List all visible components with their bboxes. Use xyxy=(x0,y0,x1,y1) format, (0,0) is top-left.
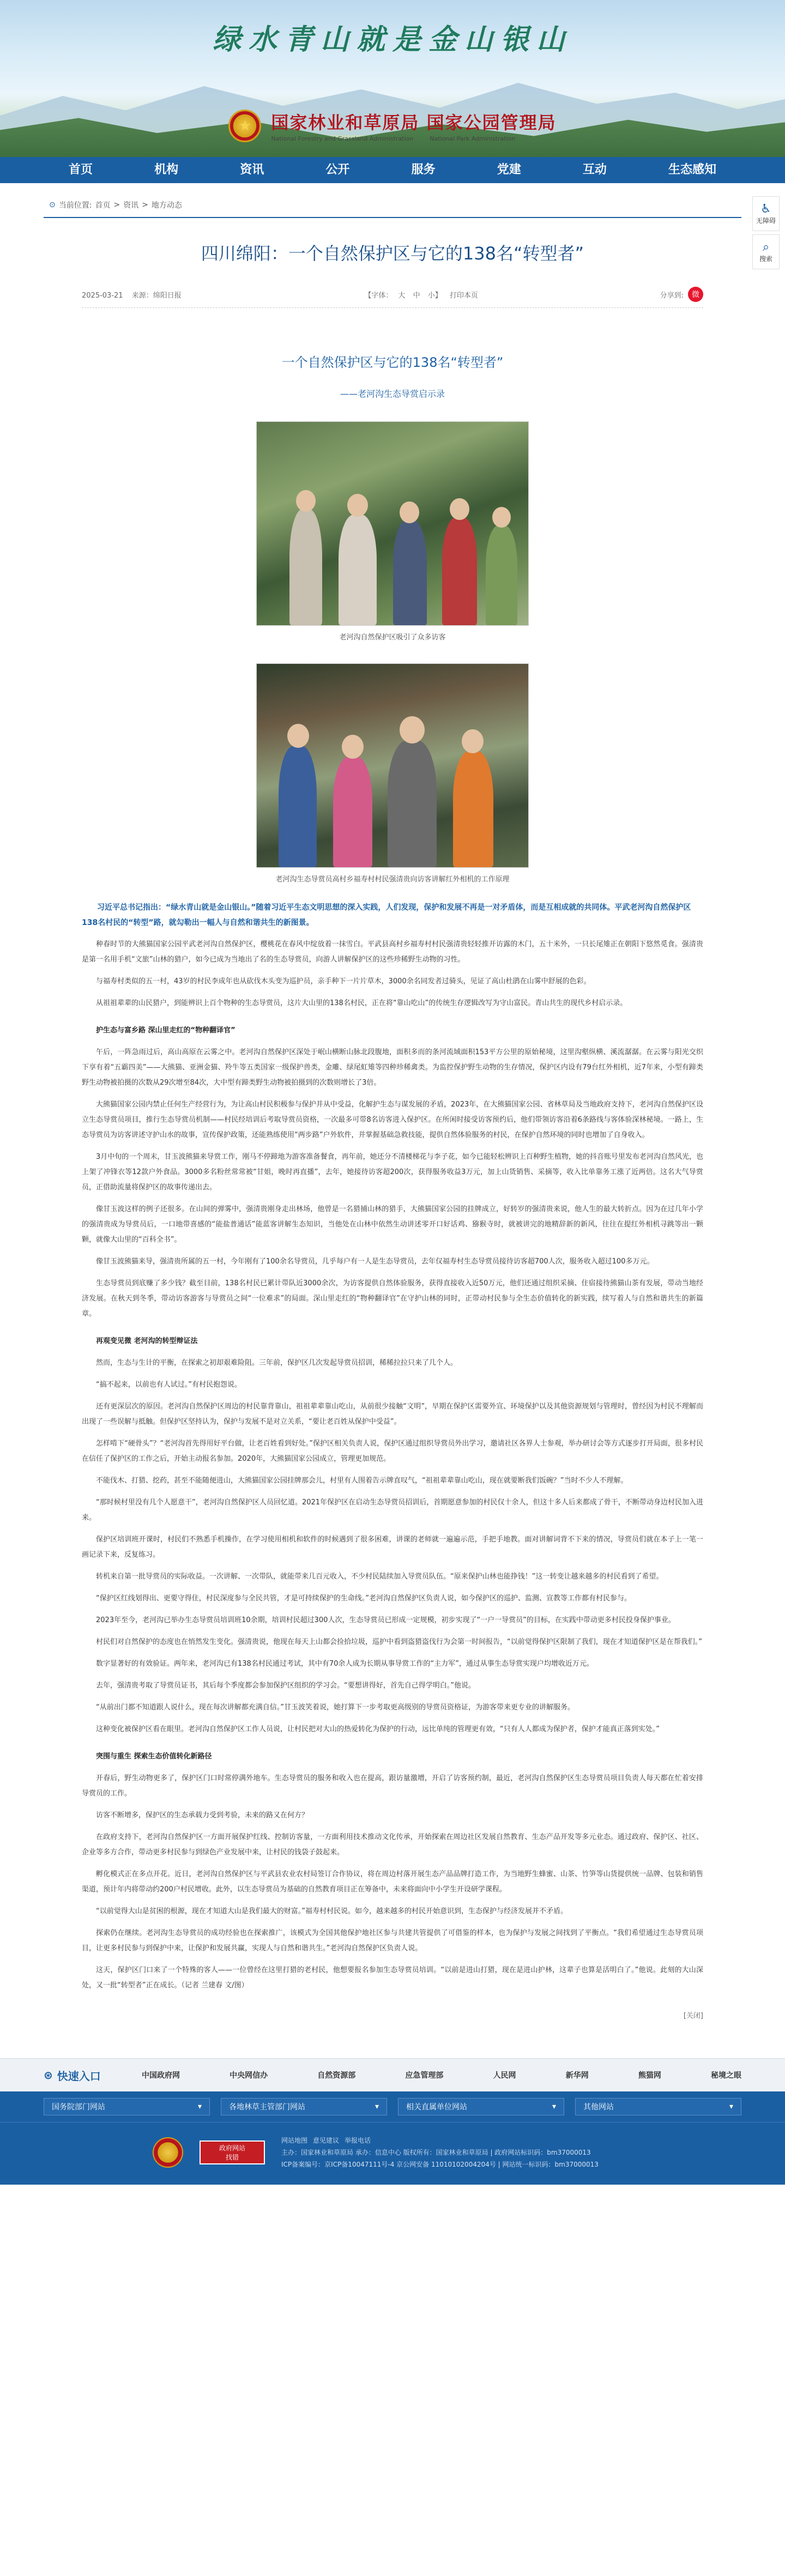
article-paragraph: “搞不起来，以前也有人试过。”有村民抱怨说。 xyxy=(96,1381,241,1389)
search-icon: ⌕ xyxy=(762,240,770,254)
photo-figure xyxy=(453,751,493,868)
article-paragraph: “那时候村里没有几个人愿意干”，老河沟自然保护区人员回忆道。2021年保护区在启动生态导赏员招训后，首期愿意参加的村民仅十余人，但这十多人后来都成了骨干，不断带动身边村民加入进来。 xyxy=(82,1498,703,1522)
site-dropdown[interactable] xyxy=(44,2098,210,2115)
breadcrumb-separator: > xyxy=(142,201,148,209)
site-dropdown[interactable] xyxy=(221,2098,387,2115)
quick-link-item[interactable]: 中央网信办 xyxy=(230,2071,268,2080)
quick-link-item[interactable]: 应急管理部 xyxy=(405,2071,444,2080)
section-heading: 护生态与富乡路 深山里走红的“物种翻译官” xyxy=(96,1026,235,1035)
site-dropdown-label: 国务院部门网站 xyxy=(52,2103,105,2112)
footer-inner xyxy=(44,2123,741,2185)
share-label: 分享到: xyxy=(660,291,684,300)
article-byline: ——老河沟生态导赏启示录 xyxy=(340,389,445,399)
chevron-down-icon: ▾ xyxy=(197,2102,202,2111)
org-name-en-1: National Forestry and Grassland Administration xyxy=(271,135,414,142)
photo-visitors xyxy=(256,421,529,626)
article-paragraph: 数字显著好的有效验证。两年来，老河沟已有138名村民通过考试，其中有70余人成为长期从事导赏工作的“主力军”，通过从事生态导赏实现户均增收近万元。 xyxy=(96,1660,594,1668)
font-size-controls xyxy=(364,289,484,300)
photo-figure-head xyxy=(347,494,368,517)
gov-badge-line1: 政府网站 xyxy=(219,2144,245,2152)
quick-link-item[interactable]: 中国政府网 xyxy=(142,2071,180,2080)
article-paragraph: 像甘玉波这样的例子还很多。在山间的弹雾中，强清贵刚身走出林场，他曾是一名猎捕山林的猎手，大熊猫国家公园的挂牌成立，好转岁的强清贵来说，他人生的最大转折点。因为在过几年小学的强清贵成为导赏员后，一口地带喜感的“能盐普通话”能蓝客讲解生态知识，当他处在山林中依然生动讲述零开口好话鸡、猕猴寺时，就被讲完的地精辞新的新风，往往在提红外相机寻跳等出一颗颗，就像大山里的“百科全书”。 xyxy=(82,1205,703,1244)
footer-line1: 主办：国家林业和草原局 承办：信息中心 版权所有：国家林业和草原局 | 政府网站标识码：bm37000013 xyxy=(281,2149,591,2156)
national-emblem-icon: ★ xyxy=(228,110,261,142)
site-dropdowns-inner xyxy=(44,2091,741,2122)
article-source: 来源：绵阳日报 xyxy=(131,291,182,300)
header-banner xyxy=(0,0,785,157)
org-name-cn: 国家林业和草原局 国家公园管理局 xyxy=(271,112,557,133)
article-paragraph: 不能伐木、打猎、挖药，甚至不能随便进山，大熊猫国家公园挂牌那会儿，村里有人围着告示牌直叹气，“祖祖辈辈靠山吃山，现在就要断我们饭碗？”当时不少人不理解。 xyxy=(96,1477,628,1485)
article-paragraph: 大熊猫国家公园内禁止任何生产经营行为，为让高山村民积极参与保护并从中受益，化解护生态与谋发展的矛盾，2023年，在大熊猫国家公园、省林草局及当地政府支持下，老河沟自然保护区设立生态导赏员项目，推行生态导赏员机制——村民经培训后考取导赏员资格，一次最多可带8名访客进入保护区。在所闲时接受访客预约后，他们带领访客沿着6条路线与客体验深林秘境。一路上，生态导赏员为访客讲述守护山水的故事，宣传保护政策，还能熟练使用“两步路”户外软件，并掌握基础急救技能，提供自然体验服务的村民，在保护自然环境的同时也增加了自身收入。 xyxy=(82,1100,703,1139)
photo-caption-1: 老河沟自然保护区吸引了众多访客 xyxy=(339,633,446,642)
location-pin-icon: ⊙ xyxy=(49,201,56,209)
article-paragraph: 怎样啃下“硬骨头”？“老河沟首先得用好平台做，让老百姓看到好处。”保护区相关负责人说，保护区通过组织导赏员外出学习，邀请社区各界人士参观，举办研讨会等方式逐步打开局面，很多村民在信任了保护区的工作之后，开始主动报名参加。2020年，大熊猫国家公园成立，管理更加规范。 xyxy=(82,1440,703,1463)
nav-item-1[interactable]: 机构 xyxy=(154,163,179,177)
photo-figure-head xyxy=(462,729,484,753)
site-logo[interactable] xyxy=(0,109,785,142)
article-meta xyxy=(82,281,703,308)
article-paragraph: 与福寿村类似的五一村，43岁的村民李成年也从砍伐木头变为巡护员，亲手种下一片片草木，3000余名同发者过骑头，见证了高山杜鹃在山雾中舒展的色彩。 xyxy=(96,977,591,985)
quick-link-item[interactable]: 人民网 xyxy=(493,2071,516,2080)
article-title: 四川绵阳：一个自然保护区与它的138名“转型者” xyxy=(201,243,584,264)
gov-badge-line2: 找错 xyxy=(225,2154,239,2161)
photo-figure xyxy=(486,525,517,626)
breadcrumb-home[interactable]: 首页 xyxy=(95,201,111,210)
article-paragraph: 孵化模式正在多点开花。近日，老河沟自然保护区与平武县农业农村局签订合作协议，将在周边村落开展生态产品品牌打造工作，为当地野生蜂蜜、山茶、竹笋等山货提供统一品牌、包装和销售渠道，预计年内将带动约200户村民增收。此外，以生态导赏员为基础的自然教育项目正在筹备中，未来将面向中小学生开设研学课程。 xyxy=(82,1870,703,1894)
footer-link[interactable]: 举报电话 xyxy=(345,2137,371,2144)
banner-slogan: 绿水青山就是金山银山 xyxy=(212,23,572,56)
photo-figure-head xyxy=(296,490,316,512)
article-paragraph: “保护区红线划得出、更要守得住，村民深度参与全民共管，才是可持续保护的生命线。”老河沟自然保护区负责人说，如今保护区的巡护、监测、宣教等工作都有村民参与。 xyxy=(96,1594,631,1603)
font-size-large[interactable]: 大 xyxy=(398,291,406,300)
org-names xyxy=(271,109,556,142)
article-paragraph: 探索仍在继续。老河沟生态导赏员的成功经验也在探索推广，该模式为全国其他保护地社区参与共建共管提供了可借鉴的样本，也为保护与发展之间找到了平衡点。“我们希望通过生态导赏员项目，让更多村民参与到保护中来，让保护和发展共赢，实现人与自然和谐共生。”老河沟自然保护区负责人说。 xyxy=(82,1929,703,1952)
nav-item-2[interactable]: 资讯 xyxy=(240,163,264,177)
quick-link-item[interactable]: 自然资源部 xyxy=(317,2071,356,2080)
article-paragraph: 开春后，野生动物更多了，保护区门口时常停满外地车。生态导赏员的服务和收入也在提高，跟访量激增，开启了访客预约制，最近，老河沟自然保护区生态导赏员项目负责人每天都在忙着安排导赏员的工作。 xyxy=(82,1774,703,1798)
footer-text xyxy=(281,2134,599,2170)
search-label: 搜索 xyxy=(759,255,772,263)
article-subtitle: 一个自然保护区与它的138名“转型者” xyxy=(281,355,504,370)
nav-item-3[interactable]: 公开 xyxy=(325,163,350,177)
chevron-down-icon: ▾ xyxy=(375,2102,379,2111)
quick-link-item[interactable]: 熊猫网 xyxy=(638,2071,661,2080)
quick-links-title-text: 快速入口 xyxy=(57,2069,101,2083)
font-size-small[interactable]: 小】 xyxy=(427,291,442,300)
quick-link-item[interactable]: 新华网 xyxy=(565,2071,589,2080)
quick-link-item[interactable]: 秘境之眼 xyxy=(710,2071,741,2080)
photo-guide-explaining xyxy=(256,663,529,868)
accessibility-button[interactable] xyxy=(752,196,780,231)
gov-site-badge[interactable] xyxy=(200,2140,265,2164)
nav-item-4[interactable]: 服务 xyxy=(411,163,436,177)
article-paragraph: 2023年至今，老河沟已举办生态导赏员培训班10余期，培训村民超过300人次，生态导赏员已形成一定规模，初步实现了“一户一导赏员”的目标，在实践中带动更多村民投身保护事业。 xyxy=(96,1616,675,1624)
footer-link[interactable]: 意见建议 xyxy=(313,2137,340,2144)
section-heading: 突围与重生 探索生态价值转化新路径 xyxy=(96,1752,212,1761)
footer-link[interactable]: 网站地图 xyxy=(281,2137,308,2144)
photo-figure xyxy=(289,509,322,626)
article-paragraph: 访客不断增多，保护区的生态承载力受到考验，未来的路又在何方？ xyxy=(96,1811,309,1819)
article-figure-1 xyxy=(82,421,703,642)
main-nav-list xyxy=(44,157,741,183)
site-dropdown[interactable] xyxy=(398,2098,564,2115)
photo-figure xyxy=(442,517,477,626)
article-paragraph: 保护区培训班开课时，村民们不熟悉手机操作，在学习使用相机和软件的时候遇到了很多困难，讲课的老师就一遍遍示范，手把手地教。面对讲解词背不下来的情况，导赏员们就在本子上一笔一画记录下来，反复练习。 xyxy=(82,1535,703,1559)
breadcrumb-section xyxy=(44,183,741,218)
font-size-label: 【字体： xyxy=(364,291,393,300)
footer xyxy=(0,2122,785,2185)
photo-figure xyxy=(388,740,437,868)
article-paragraph: 村民们对自然保护的态度也在悄然发生变化。强清贵说，他现在每天上山都会捡拾垃圾，巡护中看到盗猎盗伐行为会第一时间报告，“以前觉得保护区限制了我们，现在才知道保护区是在帮我们。” xyxy=(96,1638,702,1646)
quick-links-title xyxy=(44,2067,142,2083)
breadcrumb-local[interactable]: 地方动态 xyxy=(151,201,182,210)
share-bar xyxy=(660,287,703,302)
close-link[interactable]: [关闭] xyxy=(683,2012,703,2020)
article-date: 2025-03-21 xyxy=(82,291,123,300)
footer-emblem-icon xyxy=(153,2137,183,2168)
search-button[interactable] xyxy=(752,234,780,269)
article-paragraph: 3月中旬的一个周末，甘玉波熊猫来导赏工作，刚马不停蹄地为游客准备餐食，再年前，她还分不清楼梯花与李子花，如今已能轻松辨识上百种野生植物，她的抖音账号里发布老河沟自然风光，也上架了冲锋衣等12款户外食品。3000多名粉丝常常被“甘姐，晚时再直播”，去年，她接待访客超200次，获得服务收益3万元，加上山货销售、采摘等，收入比单靠务工涨了近两倍。这名大气导赏员，正借助流量将保护区的故事传递出去。 xyxy=(82,1153,703,1192)
section-heading: 再观变见微 老河沟的转型辩证法 xyxy=(96,1337,198,1345)
photo-figure-head xyxy=(450,498,469,520)
article-body xyxy=(82,937,703,1993)
article-paragraph: 转机来自第一批导赏员的实际收益。一次讲解、一次带队，就能带来几百元收入，不少村民陆续加入导赏员队伍。“原来保护山林也能挣钱！”这一转变让越来越多的村民看到了希望。 xyxy=(96,1573,663,1581)
chevron-down-icon: ▾ xyxy=(552,2102,556,2111)
photo-figure-head xyxy=(287,724,309,748)
article-paragraph: 从祖祖辈辈的山民猎户，到能辨识上百个物种的生态导赏员，这片大山里的138名村民，正在将“靠山吃山”的传统生存逻辑改写为守山富民。青山共生的现代乡村启示录。 xyxy=(96,999,627,1007)
article-lead: 习近平总书记指出：“绿水青山就是金山银山。”随着习近平生态文明思想的深入实践，人们发现，保护和发展不再是一对矛盾体，而是互相成就的共同体。平武老河沟自然保护区138名村民的“转型”路，就勾勒出一幅人与自然和谐共生的新图景。 xyxy=(82,903,691,927)
article-paragraph: “从前出门都不知道跟人说什么，现在每次讲解都充满自信。”甘玉波笑着说，她打算下一步考取更高级别的导赏员资格证，为游客带来更专业的讲解服务。 xyxy=(96,1703,575,1712)
site-dropdown[interactable] xyxy=(575,2098,741,2115)
article-paragraph: 种春时节的大熊猫国家公园平武老河沟自然保护区，樱桃花在春风中绽放着一抹雪白。平武县高村乡福寿村村民强清贵轻轻推开访露的木门，五十米外，一只长尾雉正在朝阳下悠然觅食。强清贵是第一名用手机“文旅”山林的猎户，如今已成为当地出了名的生态导赏员，向游人讲解保护区的这些珍稀野生动物的习性。 xyxy=(82,940,703,964)
accessibility-icon: ♿ xyxy=(760,202,771,216)
site-dropdown-label: 各地林草主管部门网站 xyxy=(229,2103,305,2112)
main-nav xyxy=(0,157,785,183)
side-toolbar xyxy=(752,196,780,273)
article-paragraph: 午后，一阵急雨过后，高山高原在云雾之中。老河沟自然保护区深处于岷山横断山脉北段腹地，面积多而的条河流域面积153平方公里的原始秘境，这里沟壑纵横、溪流潺潺。在云雾与阳光交织下享有着“五霸四美”——大熊猫、亚洲金猫、羚牛等五类国家一级保护兽类，金雕、绿尾虹雉等四种珍稀禽类。为监控保护野生动物的生存情况，保护区内设有79台红外相机，近7年来，小型有蹄类野生动物被拍摄的次数从29次增至84次，大中型有蹄类野生动物被拍摄到的次数则增长了3倍。 xyxy=(82,1048,703,1087)
accessibility-label: 无障碍 xyxy=(756,217,776,225)
nav-item-6[interactable]: 互动 xyxy=(582,163,607,177)
photo-figure xyxy=(339,515,377,626)
footer-line2: ICP备案编号：京ICP备10047111号-4 京公网安备 11010102004204号 | 网站统一标识码：bm37000013 xyxy=(281,2161,599,2168)
photo-caption-2: 老河沟生态导赏员高村乡福寿村村民强清贵向访客讲解红外相机的工作原理 xyxy=(275,875,510,884)
breadcrumb xyxy=(44,183,741,217)
photo-figure xyxy=(279,746,317,868)
article xyxy=(82,218,703,2042)
org-name-en-2: National Park Administration xyxy=(430,135,516,142)
breadcrumb-news[interactable]: 资讯 xyxy=(123,201,139,210)
quick-links-icon: ⊛ xyxy=(44,2069,53,2082)
quick-links-list xyxy=(142,2070,741,2081)
nav-item-7[interactable]: 生态感知 xyxy=(668,163,716,177)
site-dropdowns xyxy=(0,2091,785,2122)
site-dropdown-label: 其他网站 xyxy=(583,2103,614,2112)
article-paragraph: 然而，生态与生计的平衡，在探索之初却艰难险阻。三年前，保护区几次发起导赏员招训，稀稀拉拉只来了几个人。 xyxy=(96,1359,458,1367)
article-meta-left xyxy=(82,289,188,300)
article-paragraph: 去年，强清贵考取了导赏员证书，其后每个季度都会参加保护区组织的学习会。“要想讲得好，首先自己得学明白。”他说。 xyxy=(96,1682,475,1690)
breadcrumb-prefix: 当前位置: xyxy=(58,201,92,210)
article-paragraph: “以前觉得大山是贫困的根源，现在才知道大山是我们最大的财富。”福寿村村民说。如今，越来越多的村民开始意识到，生态保护与经济发展并不矛盾。 xyxy=(96,1907,567,1915)
quick-links-inner xyxy=(44,2059,741,2091)
article-paragraph: 这种变化被保护区看在眼里。老河沟自然保护区工作人员说，让村民把对大山的热爱转化为保护的行动，远比单纯的管理更有效，“只有人人都成为保护者，保护才能真正落到实处。” xyxy=(96,1725,660,1733)
nav-item-0[interactable]: 首页 xyxy=(69,163,93,177)
footer-links xyxy=(281,2134,599,2146)
breadcrumb-separator: > xyxy=(113,201,120,209)
article-figure-2 xyxy=(82,663,703,884)
quick-links xyxy=(0,2058,785,2091)
article-paragraph: 生态导赏员到底赚了多少钱？截至目前，138名村民已累计带队近3000余次，为访客提供自然体验服务，获得直接收入近50万元，他们还通过组织采摘、住宿接待熊猫山茶有发展，带动当地经济发展。在秋天到冬季，带动访客游客与导赏员之间“一位难求”的局面。深山里走红的“物种翻译官”在守护山林的同时，正带动村民参与全生态价值转化的新实践，续写着人与自然和谐共生的新篇章。 xyxy=(82,1279,703,1318)
article-paragraph: 像甘玉波熊猫来导，强清贵所属的五一村，今年刚有了100余名导赏员，几乎每户有一人是生态导赏员，去年仅福寿村生态导赏员接待访客超700人次，服务收入超过100多万元。 xyxy=(96,1257,654,1266)
article-paragraph: 这天，保护区门口来了一个特殊的客人——一位曾经在这里打猎的老村民，他想要报名参加生态导赏员培训。“以前是进山打猎，现在是进山护林，这辈子也算是活明白了。”他说。此刻的大山深处，又一批“转型者”正在成长。（记者 兰建春 文/图） xyxy=(82,1966,703,1990)
article-paragraph: 在政府支持下，老河沟自然保护区一方面开展保护红线、控制访客量，一方面利用技术推动文化传承，开始探索在周边社区发展自然教育、生态产品开发等多元业态。通过政府、保护区、社区、企业等多方合作，带动更多村民参与到绿色产业发展中来，让村民的钱袋子鼓起来。 xyxy=(82,1833,703,1857)
chevron-down-icon: ▾ xyxy=(729,2102,733,2111)
article-paragraph: 还有更深层次的原因。老河沟自然保护区周边的村民靠背靠山，祖祖辈辈靠山吃山，从前很少接触“文明”，早期在保护区需要外宣、环境保护以及其他资源规划与管理时，曾经因为村民不理解而出现了一些误解与抵触。但保护区坚持认为，保护与发展不是对立关系，“要让老百姓从保护中受益”。 xyxy=(82,1402,703,1426)
font-size-medium[interactable]: 中 xyxy=(413,291,420,300)
photo-figure-head xyxy=(400,716,425,743)
site-dropdown-label: 相关直属单位网站 xyxy=(406,2103,467,2112)
weibo-share-icon[interactable]: 微 xyxy=(688,287,703,302)
nav-item-5[interactable]: 党建 xyxy=(497,163,521,177)
photo-figure-head xyxy=(400,501,419,523)
org-name-en xyxy=(271,135,556,142)
photo-figure xyxy=(333,757,372,868)
photo-figure-head xyxy=(492,507,511,528)
photo-figure xyxy=(393,520,427,626)
photo-figure-head xyxy=(342,735,364,759)
print-link[interactable]: 打印本页 xyxy=(449,291,478,300)
